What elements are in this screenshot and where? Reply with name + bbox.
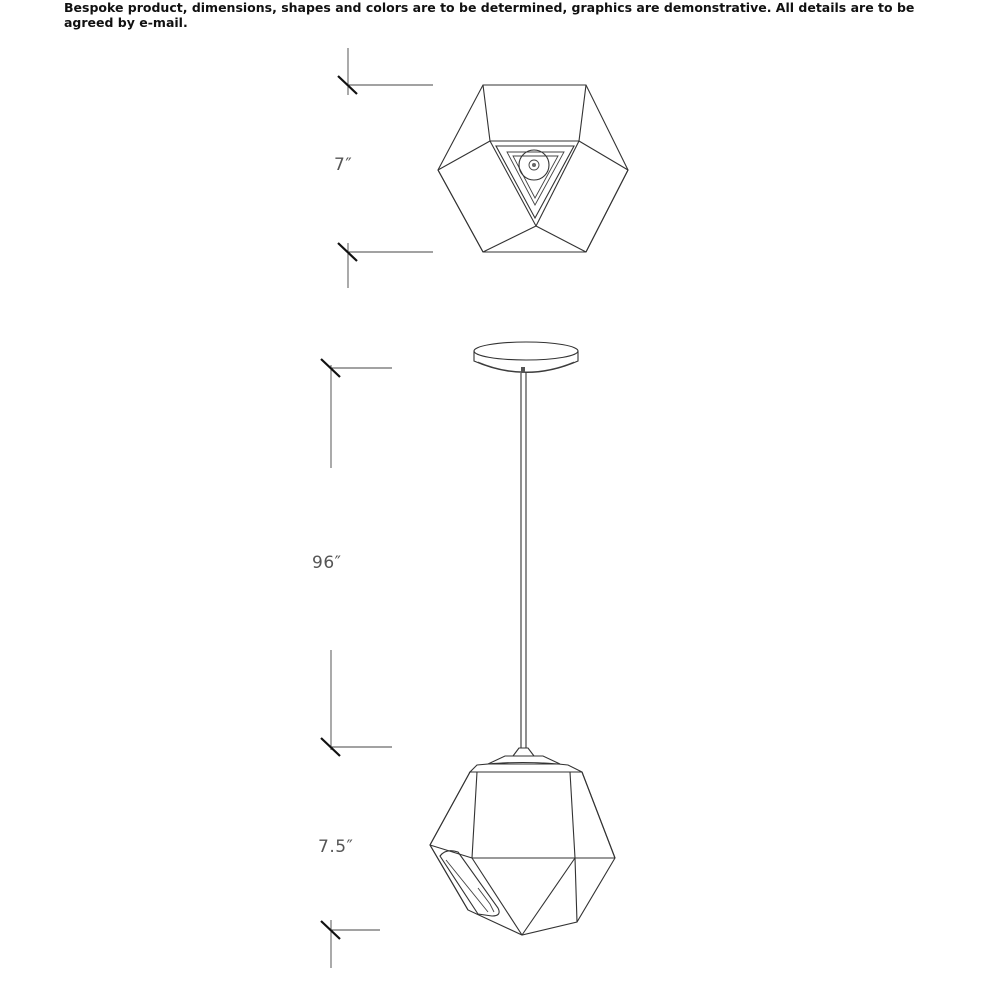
cord-length-dimension	[312, 359, 392, 756]
pendant-cord	[521, 367, 526, 748]
pendant-shade	[430, 763, 615, 936]
shade-height-label: 7.5″	[318, 837, 354, 857]
side-view	[312, 342, 615, 968]
shade-cap	[488, 748, 560, 764]
ceiling-canopy	[474, 342, 578, 373]
top-view-height-label: 7″	[334, 155, 353, 175]
top-view	[334, 48, 628, 288]
top-view-shade	[438, 85, 628, 252]
top-view-dimension	[334, 48, 433, 288]
cord-length-label: 96″	[312, 553, 342, 573]
disclaimer-text: Bespoke product, dimensions, shapes and colors are to be determined, graphics are demonstrative. All details are to be agreed by e-mail.	[64, 0, 915, 30]
shade-height-dimension	[318, 837, 380, 968]
